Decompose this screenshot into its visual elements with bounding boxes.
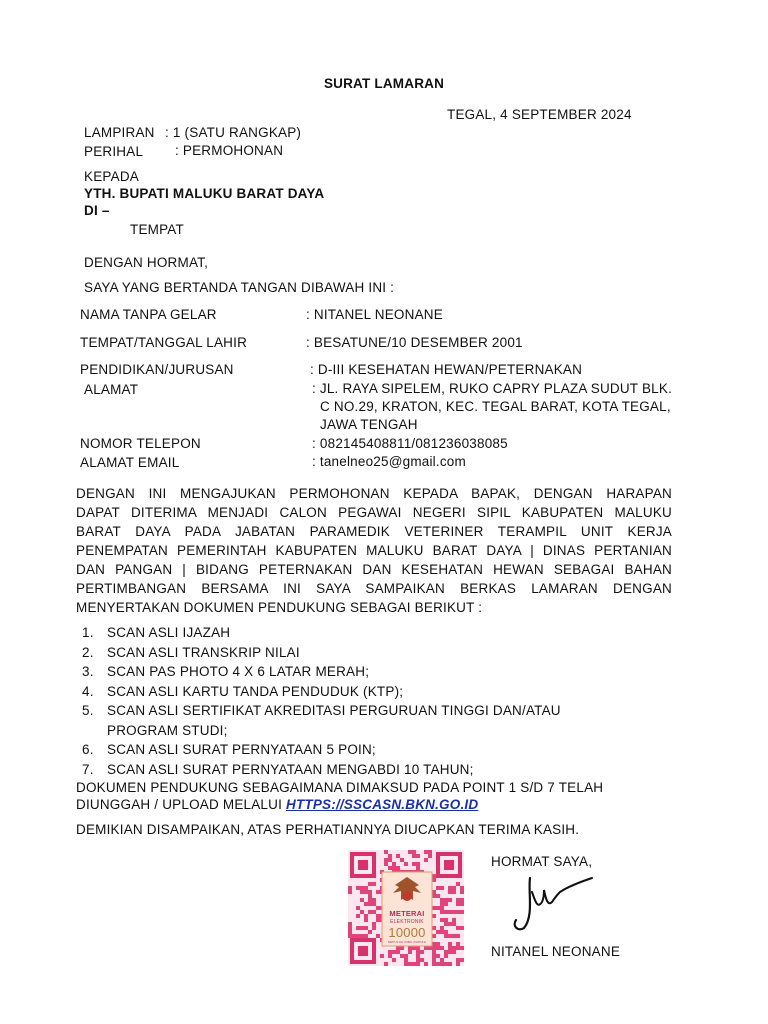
qr-module bbox=[404, 958, 408, 962]
qr-module bbox=[408, 950, 412, 954]
item-number: 5. bbox=[82, 703, 94, 718]
education-label: PENDIDIKAN/JURUSAN bbox=[80, 362, 234, 377]
address-line-1: : JL. RAYA SIPELEM, RUKO CAPRY PLAZA SUDUT BLK. bbox=[312, 381, 673, 396]
qr-module bbox=[388, 858, 392, 862]
kepada-label: KEPADA bbox=[84, 169, 139, 184]
qr-module bbox=[432, 946, 436, 950]
qr-module bbox=[424, 858, 428, 862]
item-text: SCAN ASLI SURAT PERNYATAAN MENGABDI 10 TAHUN; bbox=[107, 761, 474, 777]
qr-module bbox=[416, 866, 420, 870]
di-label: DI – bbox=[84, 203, 110, 218]
closing-line: DEMIKIAN DISAMPAIKAN, ATAS PERHATIANNYA DIUCAPKAN TERIMA KASIH. bbox=[76, 822, 580, 837]
qr-module bbox=[448, 962, 452, 966]
birth-label: TEMPAT/TANGGAL LAHIR bbox=[80, 335, 248, 350]
qr-module bbox=[456, 962, 460, 966]
phone-value: : 082145408811/081236038085 bbox=[312, 436, 508, 451]
qr-module bbox=[372, 902, 376, 906]
qr-module bbox=[368, 898, 372, 902]
qr-module bbox=[456, 946, 460, 950]
qr-stamp-icon bbox=[348, 850, 464, 966]
qr-module bbox=[460, 910, 464, 914]
qr-module bbox=[416, 950, 420, 954]
qr-module bbox=[432, 914, 436, 918]
qr-module bbox=[444, 954, 448, 958]
upload-prefix: DIUNGGAH / UPLOAD MELALUI bbox=[76, 797, 286, 812]
list-item bbox=[82, 623, 561, 643]
qr-module bbox=[444, 962, 448, 966]
lampiran-label: LAMPIRAN bbox=[84, 125, 155, 140]
qr-module bbox=[440, 886, 444, 890]
list-item bbox=[82, 682, 561, 702]
greeting: DENGAN HORMAT, bbox=[84, 255, 209, 270]
paragraph-line: PENEMPATAN PEMERINTAH KABUPATEN MALUKU BARAT DAYA | DINAS PERTANIAN bbox=[76, 543, 672, 558]
upload-line-2 bbox=[76, 797, 478, 812]
qr-module bbox=[412, 850, 416, 854]
name-label: NAMA TANPA GELAR bbox=[80, 307, 217, 322]
qr-module bbox=[356, 926, 360, 930]
qr-module bbox=[356, 886, 360, 890]
qr-module bbox=[452, 886, 456, 890]
qr-module bbox=[376, 918, 380, 922]
stamp-value: 10000 bbox=[388, 925, 426, 940]
qr-module bbox=[400, 954, 404, 958]
item-text: SCAN ASLI KARTU TANDA PENDUDUK (KTP); bbox=[107, 683, 404, 699]
qr-module bbox=[384, 862, 388, 866]
qr-module bbox=[372, 882, 376, 886]
qr-module bbox=[460, 946, 464, 950]
qr-module bbox=[384, 962, 388, 966]
recipient: YTH. BUPATI MALUKU BARAT DAYA bbox=[84, 186, 325, 201]
upload-line-1: DOKUMEN PENDUKUNG SEBAGAIMANA DIMAKSUD PADA POINT 1 S/D 7 TELAH bbox=[76, 780, 604, 795]
qr-module bbox=[348, 926, 352, 930]
list-item bbox=[82, 701, 561, 740]
qr-module bbox=[432, 958, 436, 962]
qr-module bbox=[368, 894, 372, 898]
qr-module bbox=[408, 946, 412, 950]
qr-module bbox=[432, 906, 436, 910]
qr-module bbox=[356, 906, 360, 910]
qr-module bbox=[392, 950, 396, 954]
item-text: SCAN ASLI SURAT PERNYATAAN 5 POIN; bbox=[107, 742, 376, 757]
name-value: : NITANEL NEONANE bbox=[306, 307, 443, 322]
qr-module bbox=[436, 894, 440, 898]
qr-module bbox=[388, 954, 392, 958]
item-text: SCAN PAS PHOTO 4 X 6 LATAR MERAH; bbox=[107, 664, 370, 679]
qr-module bbox=[360, 898, 364, 902]
qr-module bbox=[448, 886, 452, 890]
qr-module bbox=[444, 898, 448, 902]
qr-module bbox=[436, 954, 440, 958]
qr-module bbox=[432, 894, 436, 898]
qr-module bbox=[444, 902, 448, 906]
qr-module bbox=[364, 926, 368, 930]
qr-module bbox=[360, 926, 364, 930]
qr-module bbox=[460, 898, 464, 902]
qr-module bbox=[412, 962, 416, 966]
qr-module bbox=[356, 934, 360, 938]
qr-module bbox=[376, 934, 380, 938]
qr-module bbox=[440, 926, 444, 930]
qr-module bbox=[380, 954, 384, 958]
qr-module bbox=[364, 902, 368, 906]
qr-module bbox=[452, 890, 456, 894]
qr-module bbox=[420, 950, 424, 954]
qr-module bbox=[392, 866, 396, 870]
application-paragraph bbox=[76, 484, 672, 617]
qr-module bbox=[440, 930, 444, 934]
qr-module bbox=[444, 922, 448, 926]
qr-module bbox=[348, 930, 352, 934]
paragraph-line: DENGAN INI MENGAJUKAN PERMOHONAN KEPADA BAPAK, DENGAN HARAPAN bbox=[76, 486, 672, 501]
qr-module bbox=[416, 958, 420, 962]
qr-module bbox=[420, 958, 424, 962]
qr-module bbox=[436, 942, 440, 946]
qr-module bbox=[364, 890, 368, 894]
qr-module bbox=[416, 854, 420, 858]
qr-module bbox=[452, 946, 456, 950]
item-text: SCAN ASLI IJAZAH bbox=[107, 625, 231, 640]
qr-module bbox=[368, 890, 372, 894]
qr-module bbox=[416, 946, 420, 950]
item-number: 4. bbox=[82, 683, 94, 699]
qr-module bbox=[448, 950, 452, 954]
qr-module bbox=[432, 878, 436, 882]
qr-module bbox=[452, 910, 456, 914]
item-number: 1. bbox=[82, 625, 94, 640]
qr-module bbox=[440, 918, 444, 922]
paragraph-line: BARAT DAYA PADA JABATAN PARAMEDIK VETERINER TERAMPIL UNIT KERJA bbox=[76, 524, 672, 539]
item-number: 3. bbox=[82, 664, 94, 679]
signer-name: NITANEL NEONANE bbox=[491, 944, 621, 959]
qr-module bbox=[348, 934, 352, 938]
qr-module bbox=[424, 962, 428, 966]
lampiran-value: : 1 (SATU RANGKAP) bbox=[165, 125, 302, 140]
qr-module bbox=[448, 922, 452, 926]
item-number: 2. bbox=[82, 644, 94, 660]
qr-module bbox=[448, 890, 452, 894]
qr-module bbox=[436, 962, 440, 966]
qr-module bbox=[368, 902, 372, 906]
qr-module bbox=[412, 854, 416, 858]
qr-module bbox=[424, 946, 428, 950]
qr-module bbox=[460, 890, 464, 894]
item-text: SCAN ASLI SERTIFIKAT AKREDITASI PERGURUAN TINGGI DAN/ATAU bbox=[107, 703, 561, 718]
qr-module bbox=[384, 850, 388, 854]
email-value: : tanelneo25@gmail.com bbox=[312, 454, 466, 469]
intro-line: SAYA YANG BERTANDA TANGAN DIBAWAH INI : bbox=[84, 280, 395, 295]
qr-module bbox=[360, 934, 364, 938]
qr-module bbox=[376, 890, 380, 894]
qr-module bbox=[460, 902, 464, 906]
address-line-3: JAWA TENGAH bbox=[320, 417, 418, 432]
qr-module bbox=[452, 918, 456, 922]
qr-module bbox=[444, 918, 448, 922]
qr-module bbox=[352, 934, 356, 938]
qr-module bbox=[456, 910, 460, 914]
qr-module bbox=[456, 882, 460, 886]
qr-module bbox=[428, 850, 432, 854]
item-number: 6. bbox=[82, 742, 94, 757]
qr-module bbox=[372, 910, 376, 914]
qr-module bbox=[452, 934, 456, 938]
qr-module bbox=[356, 914, 360, 918]
qr-module bbox=[444, 950, 448, 954]
address-line-2: C NO.29, KRATON, KEC. TEGAL BARAT, KOTA TEGAL, bbox=[320, 399, 671, 414]
birth-value: : BESATUNE/10 DESEMBER 2001 bbox=[306, 335, 523, 350]
qr-module bbox=[404, 954, 408, 958]
qr-module bbox=[368, 930, 372, 934]
stamp-small: SEPULUH RIBU RUPIAH bbox=[387, 940, 427, 944]
qr-module bbox=[372, 898, 376, 902]
signature-icon bbox=[508, 872, 598, 934]
qr-module bbox=[396, 950, 400, 954]
document-list bbox=[82, 623, 561, 779]
qr-module bbox=[372, 926, 376, 930]
qr-module bbox=[416, 862, 420, 866]
qr-module bbox=[360, 890, 364, 894]
item-number: 7. bbox=[82, 761, 94, 777]
tempat-label: TEMPAT bbox=[130, 222, 184, 237]
qr-module bbox=[452, 922, 456, 926]
qr-module bbox=[460, 926, 464, 930]
qr-module bbox=[448, 946, 452, 950]
qr-module bbox=[440, 898, 444, 902]
qr-module bbox=[440, 946, 444, 950]
qr-module bbox=[428, 854, 432, 858]
qr-module bbox=[428, 946, 432, 950]
list-item bbox=[82, 740, 561, 760]
qr-module bbox=[448, 934, 452, 938]
qr-module bbox=[432, 954, 436, 958]
qr-module bbox=[416, 962, 420, 966]
paragraph-line: DAPAT DITERIMA MENJADI CALON PEGAWAI NEGERI SIPIL KABUPATEN MALUKU bbox=[76, 505, 672, 520]
paragraph-line: MENYERTAKAN DOKUMEN PENDUKUNG SEBAGAI BERIKUT : bbox=[76, 600, 483, 615]
qr-module bbox=[364, 934, 368, 938]
qr-module bbox=[348, 890, 352, 894]
list-item bbox=[82, 760, 561, 780]
qr-module bbox=[376, 914, 380, 918]
qr-module bbox=[448, 942, 452, 946]
qr-module bbox=[348, 922, 352, 926]
qr-module bbox=[404, 962, 408, 966]
qr-module bbox=[364, 914, 368, 918]
qr-module bbox=[392, 862, 396, 866]
qr-module bbox=[444, 930, 448, 934]
stamp-line-2: ELEKTRONIK bbox=[390, 919, 424, 925]
qr-module bbox=[456, 934, 460, 938]
qr-module bbox=[432, 890, 436, 894]
sscasn-link[interactable]: HTTPS://SSCASN.BKN.GO.ID bbox=[286, 797, 479, 812]
qr-module bbox=[456, 958, 460, 962]
qr-module bbox=[396, 854, 400, 858]
perihal-value: : PERMOHONAN bbox=[175, 143, 284, 158]
place-date: TEGAL, 4 SEPTEMBER 2024 bbox=[447, 107, 632, 122]
regards-label: HORMAT SAYA, bbox=[491, 854, 593, 869]
qr-module bbox=[360, 910, 364, 914]
qr-module bbox=[432, 934, 436, 938]
paragraph-line: DAN PANGAN | BIDANG PETERNAKAN DAN KESEHATAN HEWAN SEBAGAI BAHAN bbox=[76, 562, 672, 577]
qr-module bbox=[432, 926, 436, 930]
qr-module bbox=[364, 886, 368, 890]
qr-module bbox=[348, 886, 352, 890]
qr-module bbox=[440, 958, 444, 962]
qr-module bbox=[436, 906, 440, 910]
qr-module bbox=[368, 910, 372, 914]
address-label: ALAMAT bbox=[84, 382, 139, 397]
qr-module bbox=[440, 910, 444, 914]
perihal-label: PERIHAL bbox=[84, 144, 144, 159]
qr-module bbox=[360, 886, 364, 890]
qr-module bbox=[436, 930, 440, 934]
qr-module bbox=[388, 950, 392, 954]
electronic-stamp bbox=[348, 850, 464, 966]
qr-module bbox=[432, 962, 436, 966]
qr-module bbox=[396, 946, 400, 950]
qr-module bbox=[400, 858, 404, 862]
qr-module bbox=[412, 946, 416, 950]
qr-module bbox=[432, 942, 436, 946]
qr-module bbox=[432, 874, 436, 878]
qr-module bbox=[412, 862, 416, 866]
qr-module bbox=[388, 854, 392, 858]
qr-module bbox=[460, 958, 464, 962]
stamp-line-1: METERAI bbox=[389, 909, 425, 918]
phone-label: NOMOR TELEPON bbox=[80, 436, 201, 451]
item-text-continued: PROGRAM STUDI; bbox=[107, 722, 228, 738]
list-item bbox=[82, 662, 561, 682]
qr-module bbox=[384, 858, 388, 862]
paragraph-line: PERTIMBANGAN BERSAMA INI SAYA SAMPAIKAN BERKAS LAMARAN DENGAN bbox=[76, 581, 672, 596]
qr-module bbox=[372, 922, 376, 926]
qr-module bbox=[368, 882, 372, 886]
qr-module bbox=[456, 902, 460, 906]
qr-module bbox=[364, 918, 368, 922]
letter-title: SURAT LAMARAN bbox=[323, 76, 445, 91]
qr-module bbox=[408, 850, 412, 854]
qr-module bbox=[456, 926, 460, 930]
qr-module bbox=[444, 934, 448, 938]
qr-module bbox=[456, 942, 460, 946]
qr-module bbox=[424, 850, 428, 854]
qr-module bbox=[452, 950, 456, 954]
list-item bbox=[82, 643, 561, 663]
signature bbox=[508, 872, 598, 934]
qr-module bbox=[432, 950, 436, 954]
qr-module bbox=[408, 962, 412, 966]
email-label: ALAMAT EMAIL bbox=[80, 455, 180, 470]
qr-module bbox=[400, 946, 404, 950]
qr-module bbox=[392, 958, 396, 962]
qr-module bbox=[404, 862, 408, 866]
qr-module bbox=[460, 886, 464, 890]
qr-module bbox=[456, 898, 460, 902]
qr-module bbox=[388, 866, 392, 870]
qr-module bbox=[396, 866, 400, 870]
qr-module bbox=[416, 954, 420, 958]
qr-module bbox=[376, 906, 380, 910]
qr-module bbox=[444, 910, 448, 914]
qr-module bbox=[440, 906, 444, 910]
qr-module bbox=[440, 902, 444, 906]
education-value: : D-III KESEHATAN HEWAN/PETERNAKAN bbox=[310, 362, 583, 377]
qr-module bbox=[440, 962, 444, 966]
qr-module bbox=[436, 946, 440, 950]
qr-module bbox=[436, 886, 440, 890]
item-text: SCAN ASLI TRANSKRIP NILAI bbox=[107, 644, 300, 660]
qr-module bbox=[448, 910, 452, 914]
qr-module bbox=[448, 898, 452, 902]
